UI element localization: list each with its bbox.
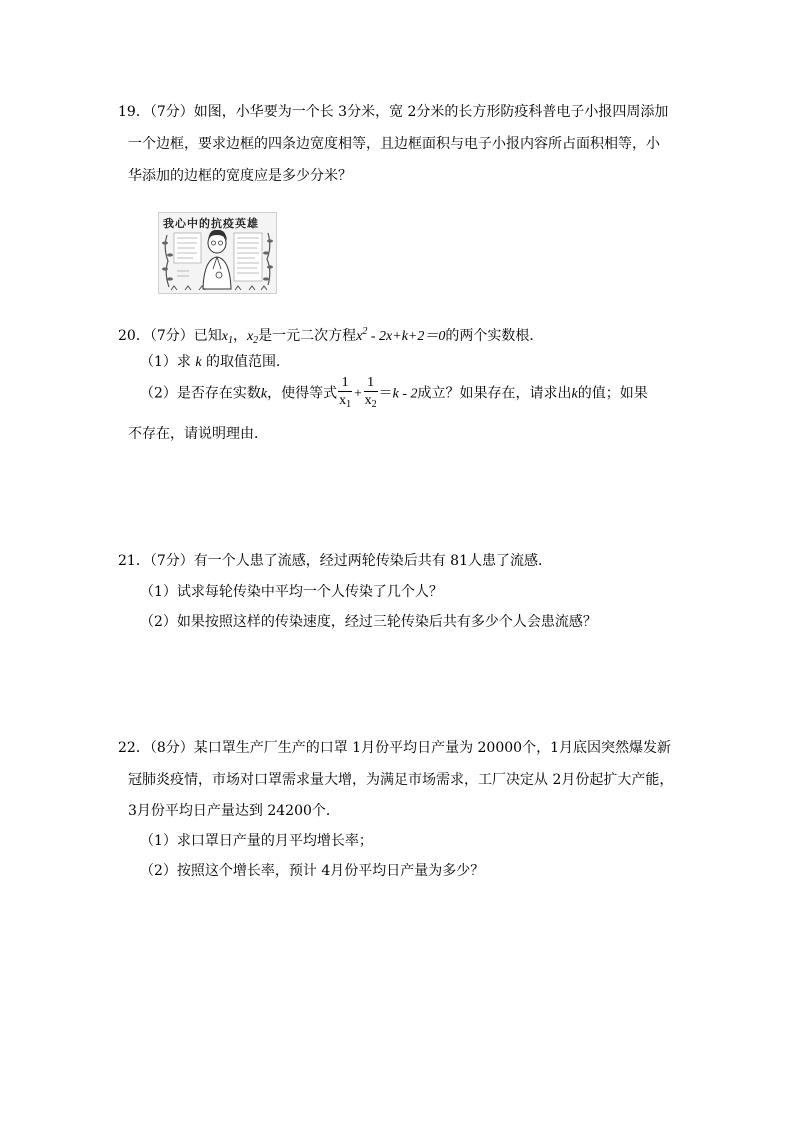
subscript-2: 2	[253, 335, 259, 346]
var-k: k	[260, 386, 268, 402]
q21-part-1: （1）试求每轮传染中平均一个人传染了几个人？	[140, 584, 443, 600]
denominator	[364, 392, 378, 413]
numerator: 1	[338, 374, 352, 392]
equation-rest: - 2x+k+2＝0	[367, 329, 446, 344]
q19-line-1: 19．（7分）如图，小华要为一个长 3分米，宽 2分米的长方形防疫科普电子小报四周添加	[118, 104, 669, 120]
q19-line-3: 华添加的边框的宽度应是多少分米？	[128, 168, 352, 184]
q20-intro-b: 是一元二次方程	[258, 328, 357, 344]
fraction-1-over-x2	[364, 374, 378, 413]
equals-sign: ＝	[378, 385, 393, 402]
q22-line-2: 冠肺炎疫情，市场对口罩需求量大增，为满足市场需求，工厂决定从 2月份起扩大产能，	[128, 772, 674, 788]
var-x: x	[339, 393, 347, 408]
var-x: x	[246, 329, 254, 344]
numerator: 1	[364, 374, 378, 392]
q22-line-3: 3月份平均日产量达到 24200个．	[128, 803, 340, 819]
var-x1	[222, 329, 233, 344]
var-k: k	[195, 355, 202, 370]
q20-part-2	[140, 374, 648, 414]
anti-epidemic-poster-image	[158, 212, 277, 294]
subscript-1: 1	[346, 399, 352, 410]
q20-p2-c: 成立？如果存在，请求出	[417, 385, 572, 402]
comma: ，	[232, 328, 247, 344]
var-k: k	[392, 386, 399, 402]
equation	[356, 326, 446, 344]
q20-part-2-line-2: 不存在，请说明理由．	[128, 426, 268, 442]
q20-p1-a: （1）求	[140, 354, 191, 370]
plus-sign: +	[353, 386, 363, 402]
var-k: k	[571, 386, 578, 402]
q20-p2-a: （2）是否存在实数	[140, 385, 261, 402]
minus-two: - 2	[398, 386, 418, 402]
subscript-1: 1	[227, 335, 233, 346]
var-x: x	[221, 329, 228, 344]
q20-p2-d: 的值；如果	[577, 385, 648, 402]
q21-line-1: 21．（7分）有一个人患了流感，经过两轮传染后共有 81人患了流感．	[118, 553, 552, 569]
q20-p1-b: 的取值范围．	[206, 354, 291, 370]
poster-title: 我心中的抗疫英雄	[163, 217, 259, 230]
q20-p2-b: ，使得等式	[267, 385, 338, 402]
q22-part-1: （1）求口罩日产量的月平均增长率；	[140, 833, 373, 849]
q20-line-1	[118, 322, 543, 351]
q20-intro-a: 20．（7分）已知	[118, 328, 222, 344]
var-x: x	[364, 393, 372, 408]
denominator	[338, 392, 352, 413]
var-x: x	[356, 329, 363, 344]
q22-line-1: 22．（8分）某口罩生产厂生产的口罩 1月份平均日产量为 20000个，1月底因突然爆发新	[118, 740, 671, 756]
q20-intro-c: 的两个实数根．	[445, 328, 544, 344]
q21-part-2: （2）如果按照这样的传染速度，经过三轮传染后共有多少个人会患流感？	[140, 614, 597, 630]
var-x2	[247, 329, 258, 344]
q20-part-1	[140, 352, 290, 373]
fraction-1-over-x1	[338, 374, 352, 413]
superscript-2: 2	[362, 326, 368, 337]
poster-illustration	[159, 213, 276, 293]
q19-line-2: 一个边框，要求边框的四条边宽度相等，且边框面积与电子小报内容所占面积相等，小	[128, 136, 660, 152]
q22-part-2: （2）按照这个增长率，预计 4月份平均日产量为多少？	[140, 863, 485, 879]
subscript-2: 2	[371, 399, 377, 410]
